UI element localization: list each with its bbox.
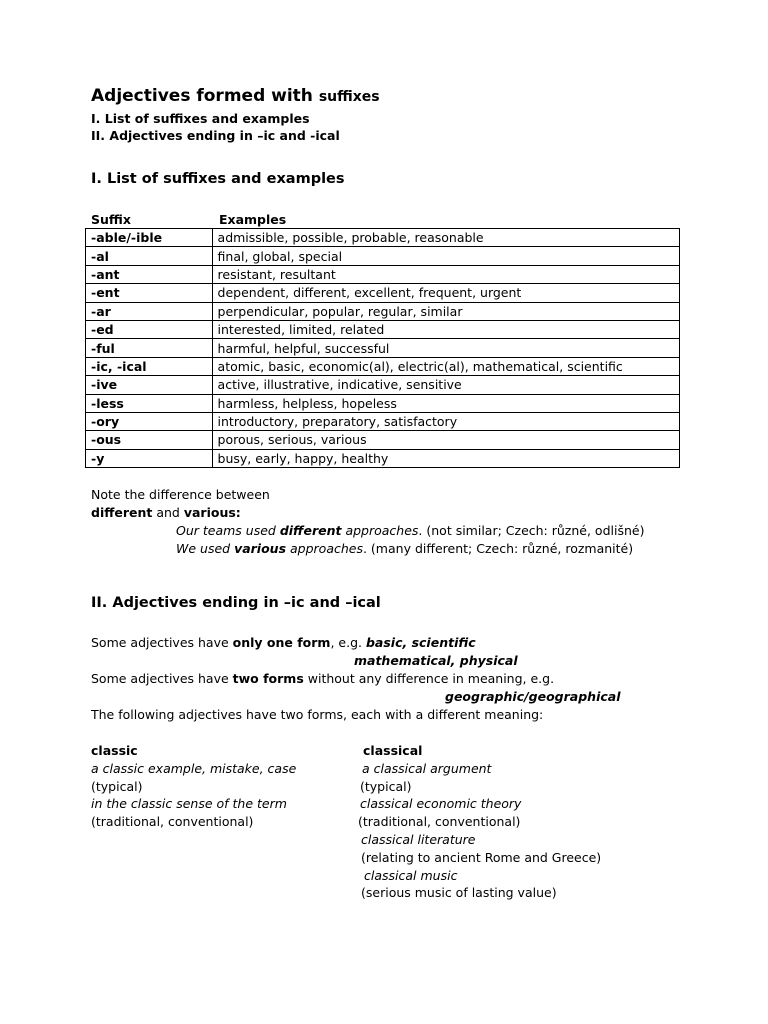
table-header-examples: Examples bbox=[219, 212, 287, 227]
note-line-1: Note the difference between bbox=[91, 487, 270, 502]
classical-line-8: (serious music of lasting value) bbox=[361, 885, 557, 900]
note-and: and bbox=[152, 505, 184, 520]
suffix-cell: -y bbox=[86, 449, 213, 467]
examples-cell: atomic, basic, economic(al), electric(al), mathematical, scientific bbox=[212, 357, 679, 375]
classic-line-1: a classic example, mistake, case bbox=[91, 761, 297, 776]
classical-line-6: (relating to ancient Rome and Greece) bbox=[361, 850, 602, 865]
table-row bbox=[86, 412, 680, 430]
examples-cell: resistant, resultant bbox=[212, 265, 679, 283]
suffix-cell: -less bbox=[86, 394, 213, 412]
suffix-cell: -ic, -ical bbox=[86, 357, 213, 375]
ex2-part-c: approaches bbox=[286, 541, 363, 556]
examples-cell: perpendicular, popular, regular, similar bbox=[212, 302, 679, 320]
table-row bbox=[86, 339, 680, 357]
examples-cell: interested, limited, related bbox=[212, 320, 679, 338]
p1-part-b: only one form bbox=[232, 635, 331, 650]
table-row bbox=[86, 302, 680, 320]
paragraph-one-form bbox=[91, 634, 476, 652]
examples-cell: admissible, possible, probable, reasonable bbox=[212, 229, 679, 247]
title-small: suffixes bbox=[318, 89, 380, 105]
p1-line-2: mathematical, physical bbox=[354, 653, 518, 668]
ex2-part-b: various bbox=[234, 541, 287, 556]
table-row bbox=[86, 320, 680, 338]
classic-heading: classic bbox=[91, 743, 138, 758]
p2-part-b: two forms bbox=[232, 671, 304, 686]
p2-part-c: without any difference in meaning, e.g. bbox=[303, 671, 555, 686]
classic-line-2: (typical) bbox=[91, 779, 143, 794]
p2-line-2: geographic/geographical bbox=[445, 689, 621, 704]
table-row bbox=[86, 247, 680, 265]
suffix-cell: -ive bbox=[86, 376, 213, 394]
examples-cell: harmful, helpful, successful bbox=[212, 339, 679, 357]
suffix-cell: -ful bbox=[86, 339, 213, 357]
suffix-cell: -ed bbox=[86, 320, 213, 338]
toc-item-1: I. List of suffixes and examples bbox=[91, 111, 310, 126]
suffix-cell: -ent bbox=[86, 284, 213, 302]
ex1-part-b: different bbox=[279, 523, 342, 538]
classic-line-4: (traditional, conventional) bbox=[91, 814, 254, 829]
p2-part-a: Some adjectives have bbox=[91, 671, 233, 686]
classical-line-2: (typical) bbox=[360, 779, 412, 794]
suffix-cell: -ar bbox=[86, 302, 213, 320]
examples-cell: dependent, different, excellent, frequent, urgent bbox=[212, 284, 679, 302]
table-row bbox=[86, 265, 680, 283]
table-row bbox=[86, 376, 680, 394]
p1-part-a: Some adjectives have bbox=[91, 635, 233, 650]
paragraph-different-meaning: The following adjectives have two forms, each with a different meaning: bbox=[91, 707, 544, 722]
p1-part-c: , e.g. bbox=[330, 635, 366, 650]
suffix-cell: -ory bbox=[86, 412, 213, 430]
classical-line-3: classical economic theory bbox=[360, 796, 522, 811]
note-word-various: various: bbox=[183, 505, 241, 520]
title-main: Adjectives formed with bbox=[91, 86, 319, 106]
table-row bbox=[86, 357, 680, 375]
examples-cell: introductory, preparatory, satisfactory bbox=[212, 412, 679, 430]
page-title bbox=[91, 87, 380, 106]
table-row bbox=[86, 229, 680, 247]
note-word-different: different bbox=[91, 505, 153, 520]
suffix-table bbox=[85, 228, 680, 468]
classical-line-5: classical literature bbox=[361, 832, 476, 847]
classical-line-1: a classical argument bbox=[362, 761, 492, 776]
table-header-suffix: Suffix bbox=[91, 212, 131, 227]
examples-cell: porous, serious, various bbox=[212, 431, 679, 449]
classical-line-4: (traditional, conventional) bbox=[358, 814, 521, 829]
paragraph-two-forms bbox=[91, 670, 554, 688]
examples-cell: busy, early, happy, healthy bbox=[212, 449, 679, 467]
examples-cell: harmless, helpless, hopeless bbox=[212, 394, 679, 412]
ex1-part-d: . (not similar; Czech: různé, odlišné) bbox=[418, 523, 645, 538]
p1-part-d: basic, scientific bbox=[365, 635, 476, 650]
ex2-part-a: We used bbox=[176, 541, 235, 556]
classical-heading: classical bbox=[363, 743, 423, 758]
section-2-heading: II. Adjectives ending in –ic and –ical bbox=[91, 595, 381, 611]
table-row bbox=[86, 284, 680, 302]
suffix-cell: -ant bbox=[86, 265, 213, 283]
table-row bbox=[86, 431, 680, 449]
toc-item-2: II. Adjectives ending in –ic and -ical bbox=[91, 128, 340, 143]
examples-cell: active, illustrative, indicative, sensitive bbox=[212, 376, 679, 394]
ex1-part-a: Our teams used bbox=[176, 523, 280, 538]
suffix-cell: -able/-ible bbox=[86, 229, 213, 247]
note-example-2 bbox=[176, 540, 633, 558]
note-line-2 bbox=[91, 504, 241, 522]
suffix-cell: -ous bbox=[86, 431, 213, 449]
section-1-heading: I. List of suffixes and examples bbox=[91, 171, 345, 187]
suffix-cell: -al bbox=[86, 247, 213, 265]
examples-cell: final, global, special bbox=[212, 247, 679, 265]
note-example-1 bbox=[176, 522, 644, 540]
table-row bbox=[86, 449, 680, 467]
table-row bbox=[86, 394, 680, 412]
classical-line-7: classical music bbox=[364, 868, 458, 883]
ex1-part-c: approaches bbox=[341, 523, 419, 538]
classic-line-3: in the classic sense of the term bbox=[91, 796, 287, 811]
ex2-part-d: . (many different; Czech: různé, rozmanité) bbox=[362, 541, 634, 556]
